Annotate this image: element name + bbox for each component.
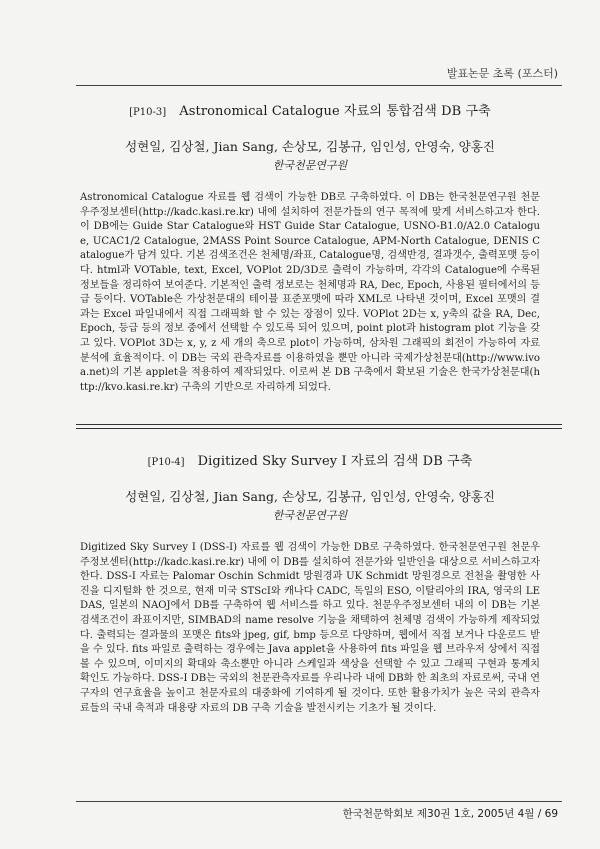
article-title-line — [80, 100, 540, 119]
article-code: [P10-3] — [129, 107, 167, 118]
article-code: [P10-4] — [147, 457, 185, 468]
article-abstract: Astronomical Catalogue 자료를 웹 검색이 가능한 DB로 구축하였다. 이 DB는 한국천문연구원 천문우주정보센터(http://kadc.kasi.re.kr) 내에 설치하여 전문가들의 연구 목적에 맞게 서비스하고자 한다. 이 DB에는 Guide Star Catalogue와 HST Guide Star Catalogue, USNO-B1.0/A2.0 Catalogue, UCAC1/2 Catalogue, 2MASS Point Source Catalogue, APM-North Catalogue, DENIS Catalogue가 담겨 있다. 기본 검색조건은 천체명/좌표, Catalogue명, 검색반경, 결과갯수, 출력포맷 등이다. html과 VOTable, text, Excel, VOPlot 2D/3D로 출력이 가능하며, 각각의 Catalogue에 수록된 정보들을 정리하여 보여준다. 기본적인 출력 정보로는 천체명과 RA, Dec, Epoch, 사용된 필터에서의 등급 등이다. VOTable은 가상천문대의 테이블 표준포맷에 따라 XML로 나타낸 것이며, Excel 포맷의 결과는 Excel 파일내에서 직접 그래픽화 할 수 있는 장점이 있다. VOPlot 2D는 x, y축의 값을 RA, Dec, Epoch, 등급 등의 정보 중에서 선택할 수 있도록 되어 있으며, point plot과 histogram plot 기능을 갖고 있다. VOPlot 3D는 x, y, z 세 개의 축으로 plot이 가능하며, 삼차원 그래픽의 회전이 가능하여 자료분석에 효율적이다. 이 DB는 국외 관측자료를 이용하였을 뿐만 아니라 국제가상천문대(http://www.ivoa.net)의 기본 applet을 적용하여 제작되었다. 이로써 본 DB 구축에서 확보된 기술은 한국가상천문대(http://kvo.kasi.re.kr) 구축의 기반으로 자리하게 되었다. — [80, 192, 540, 393]
article-affiliation: 한국천문연구원 — [272, 509, 348, 522]
article-authors: 성현일, 김상철, Jian Sang, 손상모, 김봉규, 임인성, 안영숙, 양홍진 — [125, 489, 495, 504]
footer-rule — [76, 801, 562, 802]
article-title: Digitized Sky Survey I 자료의 검색 DB 구축 — [197, 454, 473, 469]
section-tag: 발표논문 초록 (포스터) — [446, 67, 558, 80]
header-rule — [76, 85, 562, 86]
article-p10-4 — [80, 450, 540, 716]
footer-citation: 한국천문학회보 제30권 1호, 2005년 4월 / 69 — [342, 808, 558, 820]
article-title: Astronomical Catalogue 자료의 통합검색 DB 구축 — [179, 104, 491, 119]
section-divider — [76, 424, 562, 429]
article-affiliation: 한국천문연구원 — [272, 159, 348, 172]
article-title-line — [80, 450, 540, 469]
article-p10-3 — [80, 100, 540, 395]
article-authors: 성현일, 김상철, Jian Sang, 손상모, 김봉규, 임인성, 안영숙, 양홍진 — [125, 139, 495, 154]
article-abstract: Digitized Sky Survey I (DSS-I) 자료를 웹 검색이 가능한 DB로 구축하였다. 한국천문연구원 천문우주정보센터(http://kadc.kasi.re.kr) 내에 이 DB를 설치하여 전문가와 일반인을 대상으로 서비스하고자 한다. DSS-I 자료는 Palomar Oschin Schmidt 망원경과 UK Schmidt 망원경으로 전천을 촬영한 사진을 디지털화 한 것으로, 현재 미국 STScI와 캐나다 CADC, 독일의 ESO, 이탈리아의 IRA, 영국의 LEDAS, 일본의 NAOJ에서 DB를 구축하여 웹 서비스를 하고 있다. 천문우주정보센터 내의 이 DB는 기본 검색조건이 좌표이지만, SIMBAD의 name resolve 기능을 채택하여 천체명 검색이 가능하게 제작되었다. 출력되는 결과물의 포맷은 fits와 jpeg, gif, bmp 등으로 다양하며, 웹에서 직접 보거나 다운로드 받을 수 있다. fits 파일로 출력하는 경우에는 Java applet을 사용하여 fits 파일을 웹 브라우저 상에서 직접 볼 수 있으며, 이미지의 확대와 축소뿐만 아니라 스케일과 색상을 선택할 수 있고 그래픽 구현과 통계치 확인도 가능하다. DSS-I DB는 국외의 천문관측자료를 우리나라 내에 DB화 한 최초의 자료로써, 국내 연구자의 연구효율을 높이고 천문자료의 대중화에 기여하게 될 것이다. 또한 활용가치가 높은 국외 관측자료들의 국내 축적과 대용량 자료의 DB 구축 기술을 발전시키는 기초가 될 것이다. — [80, 542, 540, 714]
